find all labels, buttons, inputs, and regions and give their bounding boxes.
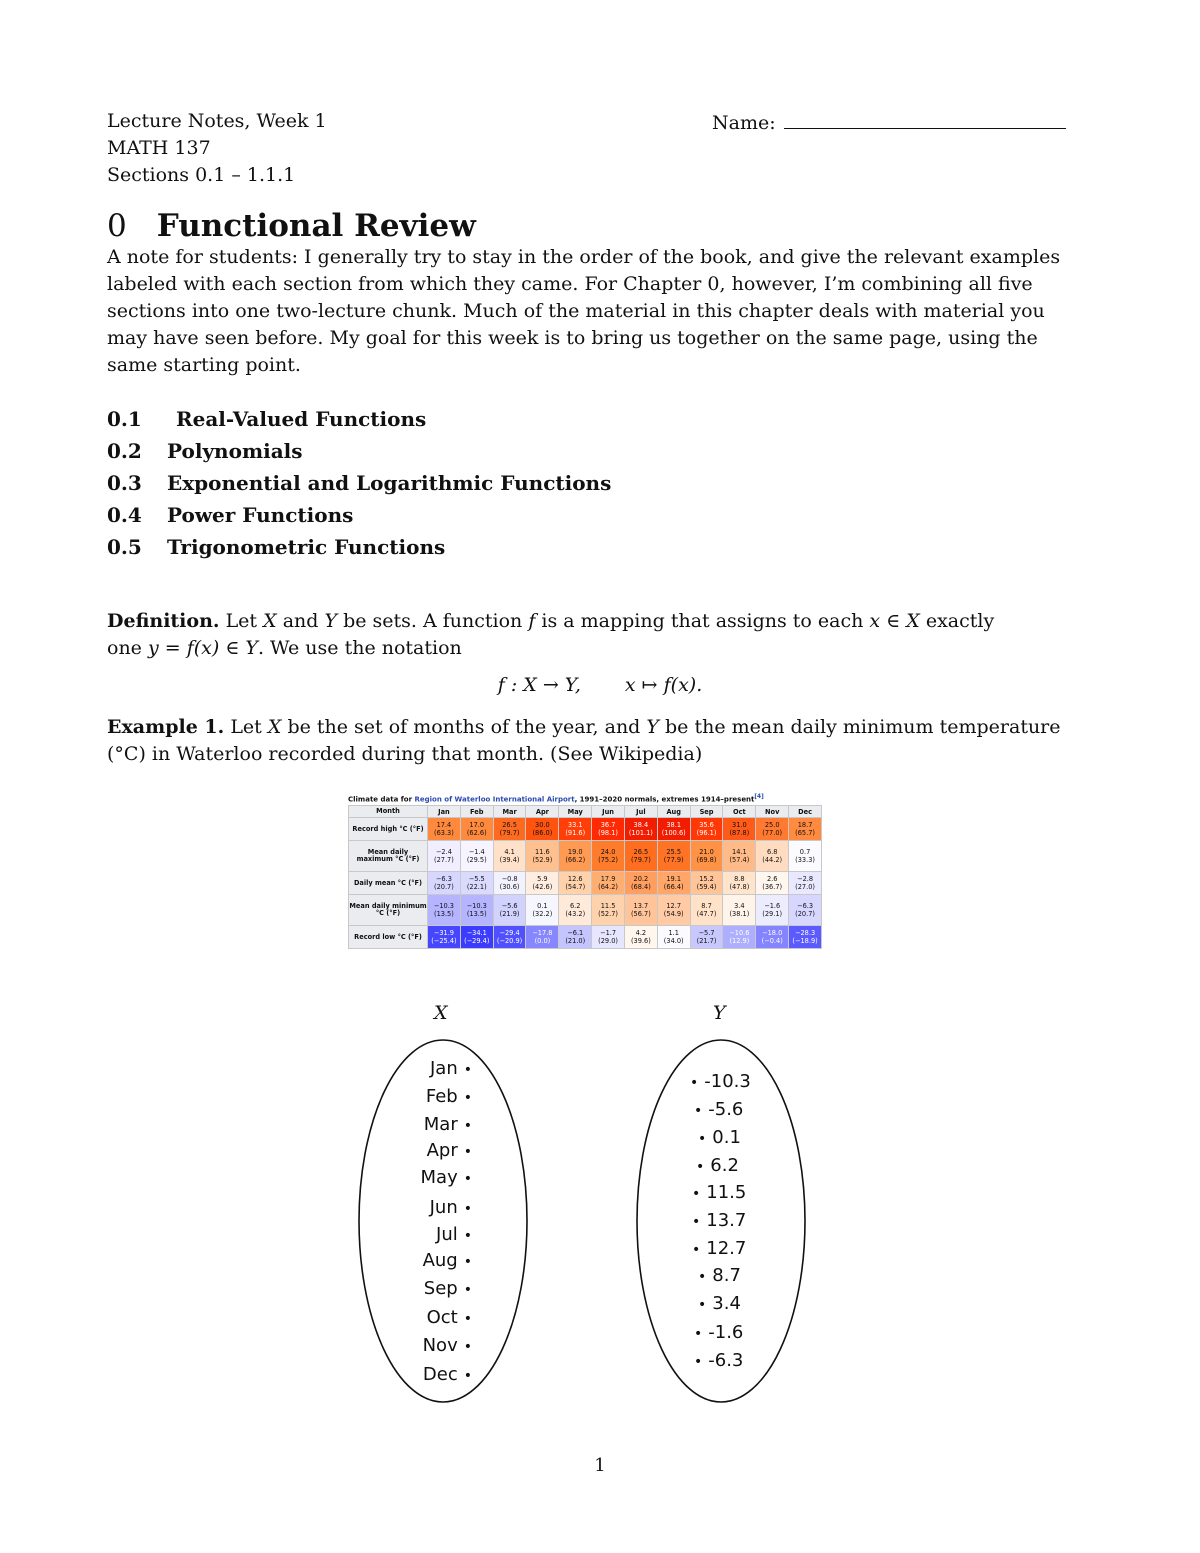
domain-point: • bbox=[463, 1144, 472, 1160]
codomain-item-label: -1.6 bbox=[708, 1322, 744, 1343]
climate-cell-fahrenheit: (100.6) bbox=[661, 829, 686, 838]
codomain-item bbox=[692, 1238, 746, 1259]
climate-cell-celsius: −2.4 bbox=[435, 848, 452, 857]
climate-cell-fahrenheit: (68.4) bbox=[630, 883, 651, 892]
climate-cell-fahrenheit: (21.7) bbox=[696, 937, 717, 946]
climate-cell-fahrenheit: (12.9) bbox=[729, 937, 750, 946]
climate-cell-celsius: 8.8 bbox=[734, 875, 745, 884]
climate-cell-fahrenheit: (−25.4) bbox=[431, 937, 457, 946]
month-col: Dec bbox=[789, 806, 822, 818]
domain-point: • bbox=[463, 1090, 472, 1106]
codomain-item-label: -10.3 bbox=[704, 1071, 751, 1092]
climate-cell-fahrenheit: (39.4) bbox=[499, 856, 520, 865]
codomain-item-label: -5.6 bbox=[708, 1099, 744, 1120]
climate-cell-celsius: 30.0 bbox=[535, 821, 550, 830]
climate-cell-fahrenheit: (−20.9) bbox=[496, 937, 523, 946]
climate-cell-celsius: 36.7 bbox=[600, 821, 616, 830]
month-col: Jan bbox=[428, 806, 461, 818]
climate-cell-fahrenheit: (54.9) bbox=[663, 910, 684, 919]
domain-item-label: Jan bbox=[429, 1058, 458, 1079]
codomain-item bbox=[690, 1071, 751, 1092]
climate-cell-fahrenheit: (79.7) bbox=[630, 856, 651, 865]
climate-cell-fahrenheit: (77.9) bbox=[663, 856, 684, 865]
domain-item-label: Jul bbox=[436, 1224, 458, 1245]
chapter-number: 0 bbox=[107, 208, 127, 244]
set-x-label: X bbox=[434, 1002, 448, 1024]
climate-cell-celsius: 24.0 bbox=[600, 848, 616, 857]
header-sections: Sections 0.1 – 1.1.1 bbox=[107, 164, 296, 186]
climate-cell-fahrenheit: (27.0) bbox=[795, 883, 815, 892]
domain-item-label: Apr bbox=[426, 1140, 458, 1161]
climate-cell-celsius: 25.5 bbox=[666, 848, 682, 857]
climate-cell-celsius: 12.7 bbox=[666, 902, 682, 911]
climate-cell-fahrenheit: (39.6) bbox=[630, 937, 651, 946]
codomain-item-label: 0.1 bbox=[712, 1127, 741, 1148]
codomain-point: • bbox=[696, 1159, 705, 1175]
climate-cell-celsius: 12.6 bbox=[567, 875, 583, 884]
climate-cell-celsius: 31.0 bbox=[732, 821, 747, 830]
climate-cell-fahrenheit: (56.7) bbox=[630, 910, 651, 919]
climate-cell-celsius: −2.8 bbox=[797, 875, 814, 884]
climate-cell-fahrenheit: (52.7) bbox=[598, 910, 618, 919]
climate-cell-celsius: −31.9 bbox=[433, 929, 455, 938]
domain-item-label: Feb bbox=[425, 1086, 458, 1107]
domain-item-label: Aug bbox=[422, 1250, 458, 1271]
climate-cell-fahrenheit: (−29.4) bbox=[464, 937, 490, 946]
codomain-item bbox=[696, 1155, 739, 1176]
climate-cell-fahrenheit: (32.2) bbox=[532, 910, 553, 919]
domain-item bbox=[430, 1197, 472, 1218]
codomain-item bbox=[698, 1265, 741, 1286]
climate-cell-fahrenheit: (27.7) bbox=[434, 856, 454, 865]
climate-cell-fahrenheit: (101.1) bbox=[628, 829, 653, 838]
climate-cell-celsius: −5.7 bbox=[698, 929, 715, 938]
codomain-item bbox=[698, 1127, 741, 1148]
climate-cell-celsius: −5.6 bbox=[501, 902, 518, 911]
definition-label: Definition. bbox=[107, 610, 220, 632]
climate-row-label: Record low °C (°F) bbox=[349, 926, 428, 949]
domain-item bbox=[427, 1140, 472, 1161]
climate-cell-celsius: −17.8 bbox=[532, 929, 553, 938]
domain-point: • bbox=[463, 1339, 472, 1355]
climate-cell-celsius: 38.1 bbox=[666, 821, 682, 830]
section-item: 0.2 Polynomials bbox=[107, 439, 303, 463]
month-col: Aug bbox=[657, 806, 690, 818]
climate-cell-celsius: 19.0 bbox=[567, 848, 583, 857]
codomain-item-label: 3.4 bbox=[712, 1293, 741, 1314]
climate-cell-celsius: 3.4 bbox=[734, 902, 745, 911]
domain-item-label: Jun bbox=[429, 1197, 458, 1218]
climate-cell-fahrenheit: (59.4) bbox=[696, 883, 717, 892]
caption-link[interactable]: Region of Waterloo International Airport bbox=[414, 795, 575, 804]
codomain-point: • bbox=[694, 1326, 703, 1342]
definition-line-1: Definition. Let X and Y be sets. A function f is a mapping that assigns to each x ∈ X exactly bbox=[107, 610, 995, 632]
climate-cell-celsius: 6.8 bbox=[766, 848, 778, 857]
codomain-point: • bbox=[692, 1214, 701, 1230]
climate-cell-fahrenheit: (42.6) bbox=[532, 883, 553, 892]
domain-point: • bbox=[463, 1254, 472, 1270]
codomain-item bbox=[698, 1293, 741, 1314]
climate-cell-celsius: −1.6 bbox=[764, 902, 781, 911]
name-label: Name: bbox=[712, 112, 776, 134]
climate-cell-celsius: −0.8 bbox=[501, 875, 518, 884]
climate-cell-fahrenheit: (33.3) bbox=[795, 856, 815, 865]
climate-cell-fahrenheit: (21.9) bbox=[499, 910, 520, 919]
climate-cell-fahrenheit: (98.1) bbox=[598, 829, 618, 838]
climate-cell-celsius: −6.3 bbox=[435, 875, 452, 884]
codomain-item-label: 6.2 bbox=[710, 1155, 739, 1176]
codomain-item-label: 11.5 bbox=[706, 1182, 747, 1203]
climate-cell-celsius: 26.5 bbox=[633, 848, 649, 857]
codomain-item-label: 13.7 bbox=[706, 1210, 747, 1231]
month-col: Feb bbox=[460, 806, 493, 818]
climate-cell-celsius: 20.2 bbox=[633, 875, 649, 884]
climate-cell-fahrenheit: (54.7) bbox=[565, 883, 586, 892]
header-course: MATH 137 bbox=[107, 137, 211, 159]
climate-cell-fahrenheit: (0.0) bbox=[534, 937, 551, 946]
climate-cell-celsius: 15.2 bbox=[699, 875, 714, 884]
codomain-point: • bbox=[692, 1186, 701, 1202]
codomain-point: • bbox=[690, 1075, 699, 1091]
climate-cell-fahrenheit: (75.2) bbox=[598, 856, 618, 865]
climate-cell-fahrenheit: (64.2) bbox=[598, 883, 618, 892]
climate-cell-fahrenheit: (66.4) bbox=[663, 883, 684, 892]
climate-cell-fahrenheit: (29.0) bbox=[598, 937, 618, 946]
set-y-label: Y bbox=[713, 1002, 726, 1024]
climate-cell-celsius: 0.7 bbox=[799, 848, 811, 857]
domain-item bbox=[430, 1058, 472, 1079]
domain-item-label: Oct bbox=[426, 1307, 458, 1328]
domain-point: • bbox=[463, 1368, 472, 1384]
climate-cell-celsius: 17.4 bbox=[436, 821, 452, 830]
domain-item bbox=[424, 1114, 472, 1135]
codomain-item-label: 12.7 bbox=[706, 1238, 747, 1259]
climate-cell-fahrenheit: (21.0) bbox=[565, 937, 586, 946]
climate-row-label: Mean daily maximum °C (°F) bbox=[349, 841, 428, 872]
climate-cell-fahrenheit: (20.7) bbox=[434, 883, 454, 892]
climate-cell-celsius: 11.5 bbox=[600, 902, 616, 911]
definition-line-2: one y = f(x) ∈ Y. We use the notation bbox=[107, 637, 462, 659]
caption-ref[interactable]: [4] bbox=[754, 794, 764, 800]
domain-point: • bbox=[463, 1062, 472, 1078]
climate-cell-celsius: −34.1 bbox=[466, 929, 487, 938]
climate-cell-celsius: 35.6 bbox=[699, 821, 714, 830]
climate-cell-celsius: 25.0 bbox=[764, 821, 780, 830]
climate-cell-fahrenheit: (47.8) bbox=[729, 883, 750, 892]
domain-item bbox=[421, 1167, 472, 1188]
section-item: 0.1 Real-Valued Functions bbox=[107, 407, 427, 431]
codomain-point: • bbox=[694, 1354, 703, 1370]
climate-cell-celsius: −6.3 bbox=[797, 902, 814, 911]
function-signature: f : X → Y, bbox=[497, 674, 581, 696]
climate-cell-celsius: 18.7 bbox=[797, 821, 813, 830]
climate-cell-fahrenheit: (−0.4) bbox=[761, 937, 783, 946]
climate-cell-celsius: 13.7 bbox=[633, 902, 649, 911]
climate-cell-fahrenheit: (38.1) bbox=[729, 910, 750, 919]
climate-cell-celsius: 4.1 bbox=[504, 848, 515, 857]
climate-cell-celsius: 17.9 bbox=[600, 875, 616, 884]
climate-cell-celsius: 14.1 bbox=[732, 848, 747, 857]
climate-cell-fahrenheit: (79.7) bbox=[499, 829, 520, 838]
climate-cell-fahrenheit: (62.6) bbox=[466, 829, 487, 838]
domain-item bbox=[424, 1278, 472, 1299]
climate-cell-fahrenheit: (87.8) bbox=[729, 829, 750, 838]
codomain-point: • bbox=[698, 1297, 707, 1313]
climate-cell-celsius: 21.0 bbox=[699, 848, 714, 857]
climate-row-label: Record high °C (°F) bbox=[349, 818, 428, 841]
month-col: Sep bbox=[690, 806, 723, 818]
domain-item-label: Dec bbox=[422, 1364, 458, 1385]
climate-cell-celsius: −5.5 bbox=[468, 875, 485, 884]
climate-cell-fahrenheit: (57.4) bbox=[729, 856, 750, 865]
month-col: Apr bbox=[526, 806, 559, 818]
climate-cell-fahrenheit: (52.9) bbox=[532, 856, 553, 865]
climate-cell-fahrenheit: (36.7) bbox=[762, 883, 783, 892]
domain-item-label: Nov bbox=[422, 1335, 458, 1356]
climate-cell-fahrenheit: (29.1) bbox=[762, 910, 783, 919]
intro-paragraph: A note for students: I generally try to stay in the order of the book, and give the relevant examples labeled with each section from which they came. For Chapter 0, however, I’m combining all five sections into one two-lecture chunk. Much of the material in this chapter deals with material you may have seen before. My goal for this week is to bring us together on the same page, using the same starting point. bbox=[107, 246, 1061, 376]
climate-cell-fahrenheit: (66.2) bbox=[565, 856, 586, 865]
codomain-item-label: 8.7 bbox=[712, 1265, 741, 1286]
climate-cell-celsius: 2.6 bbox=[766, 875, 778, 884]
chapter-title: Functional Review bbox=[156, 208, 476, 244]
climate-cell-celsius: 0.1 bbox=[537, 902, 548, 911]
climate-cell-fahrenheit: (34.0) bbox=[663, 937, 684, 946]
climate-cell-fahrenheit: (86.0) bbox=[532, 829, 553, 838]
climate-cell-celsius: −18.0 bbox=[762, 929, 783, 938]
climate-cell-fahrenheit: (22.1) bbox=[466, 883, 487, 892]
climate-cell-celsius: −10.3 bbox=[433, 902, 455, 911]
climate-cell-celsius: 19.1 bbox=[666, 875, 682, 884]
climate-cell-fahrenheit: (77.0) bbox=[762, 829, 783, 838]
climate-cell-celsius: 6.2 bbox=[569, 902, 581, 911]
climate-cell-celsius: 17.0 bbox=[469, 821, 485, 830]
climate-cell-fahrenheit: (65.7) bbox=[795, 829, 815, 838]
codomain-item bbox=[692, 1210, 746, 1231]
climate-cell-celsius: −1.4 bbox=[468, 848, 485, 857]
climate-cell-celsius: −29.4 bbox=[499, 929, 520, 938]
section-item: 0.4 Power Functions bbox=[107, 503, 354, 527]
climate-cell-celsius: 4.2 bbox=[635, 929, 647, 938]
codomain-item bbox=[694, 1322, 743, 1343]
example-line-1: Example 1. Let X be the set of months of the year, and Y be the mean daily minimum temperature bbox=[107, 716, 1061, 738]
domain-item bbox=[427, 1307, 472, 1328]
month-col: May bbox=[559, 806, 592, 818]
domain-item bbox=[423, 1335, 472, 1356]
domain-point: • bbox=[463, 1311, 472, 1327]
climate-table-caption: Climate data for Region of Waterloo International Airport, 1991–2020 normals, extremes 1914–present[4] bbox=[348, 794, 764, 804]
codomain-point: • bbox=[698, 1131, 707, 1147]
codomain-item bbox=[692, 1182, 746, 1203]
climate-cell-celsius: 5.9 bbox=[537, 875, 548, 884]
climate-cell-fahrenheit: (20.7) bbox=[795, 910, 815, 919]
climate-cell-celsius: −10.6 bbox=[729, 929, 750, 938]
domain-point: • bbox=[463, 1171, 472, 1187]
month-col: Mar bbox=[493, 806, 526, 818]
codomain-item bbox=[694, 1099, 743, 1120]
domain-item-label: Mar bbox=[423, 1114, 458, 1135]
climate-cell-fahrenheit: (63.3) bbox=[434, 829, 454, 838]
climate-cell-fahrenheit: (91.6) bbox=[565, 829, 586, 838]
month-col: Oct bbox=[723, 806, 756, 818]
climate-cell-fahrenheit: (44.2) bbox=[762, 856, 783, 865]
domain-item bbox=[423, 1250, 472, 1271]
climate-row-label: Mean daily minimum °C (°F) bbox=[349, 895, 428, 926]
climate-cell-celsius: 38.4 bbox=[633, 821, 649, 830]
codomain-item bbox=[694, 1350, 743, 1371]
domain-item bbox=[426, 1086, 472, 1107]
month-col: Nov bbox=[756, 806, 789, 818]
domain-item bbox=[436, 1224, 472, 1245]
climate-cell-fahrenheit: (29.5) bbox=[466, 856, 487, 865]
climate-cell-celsius: −10.3 bbox=[466, 902, 487, 911]
codomain-item-label: -6.3 bbox=[708, 1350, 744, 1371]
month-header: Month bbox=[349, 806, 428, 818]
climate-cell-fahrenheit: (30.6) bbox=[499, 883, 520, 892]
example-line-2: (°C) in Waterloo recorded during that month. (See Wikipedia) bbox=[107, 743, 703, 765]
domain-point: • bbox=[463, 1201, 472, 1217]
example-label: Example 1. bbox=[107, 716, 225, 738]
month-col: Jun bbox=[592, 806, 625, 818]
climate-cell-celsius: 11.6 bbox=[535, 848, 550, 857]
section-item: 0.5 Trigonometric Functions bbox=[107, 535, 446, 559]
page-number: 1 bbox=[594, 1455, 606, 1476]
domain-point: • bbox=[463, 1118, 472, 1134]
climate-cell-celsius: 8.7 bbox=[701, 902, 712, 911]
header-week: Lecture Notes, Week 1 bbox=[107, 110, 327, 132]
climate-cell-fahrenheit: (13.5) bbox=[434, 910, 454, 919]
domain-item-label: Sep bbox=[423, 1278, 458, 1299]
codomain-point: • bbox=[694, 1103, 703, 1119]
climate-cell-fahrenheit: (47.7) bbox=[696, 910, 717, 919]
codomain-point: • bbox=[692, 1242, 701, 1258]
codomain-point: • bbox=[698, 1269, 707, 1285]
climate-row-label: Daily mean °C (°F) bbox=[349, 872, 428, 895]
climate-cell-fahrenheit: (13.5) bbox=[466, 910, 487, 919]
climate-cell-fahrenheit: (69.8) bbox=[696, 856, 717, 865]
domain-point: • bbox=[463, 1282, 472, 1298]
climate-cell-celsius: −1.7 bbox=[600, 929, 617, 938]
climate-cell-celsius: 26.5 bbox=[502, 821, 517, 830]
climate-cell-fahrenheit: (96.1) bbox=[696, 829, 717, 838]
domain-item bbox=[423, 1364, 472, 1385]
month-col: Jul bbox=[624, 806, 657, 818]
domain-point: • bbox=[463, 1228, 472, 1244]
climate-cell-fahrenheit: (−18.9) bbox=[792, 937, 818, 946]
function-rule: x ↦ f(x). bbox=[624, 674, 703, 696]
climate-cell-celsius: −28.3 bbox=[794, 929, 816, 938]
climate-cell-fahrenheit: (43.2) bbox=[565, 910, 586, 919]
climate-cell-celsius: 1.1 bbox=[668, 929, 679, 938]
section-item: 0.3 Exponential and Logarithmic Functions bbox=[107, 471, 612, 495]
domain-item-label: May bbox=[420, 1167, 458, 1188]
climate-cell-celsius: −6.1 bbox=[567, 929, 584, 938]
climate-cell-celsius: 33.1 bbox=[567, 821, 583, 830]
